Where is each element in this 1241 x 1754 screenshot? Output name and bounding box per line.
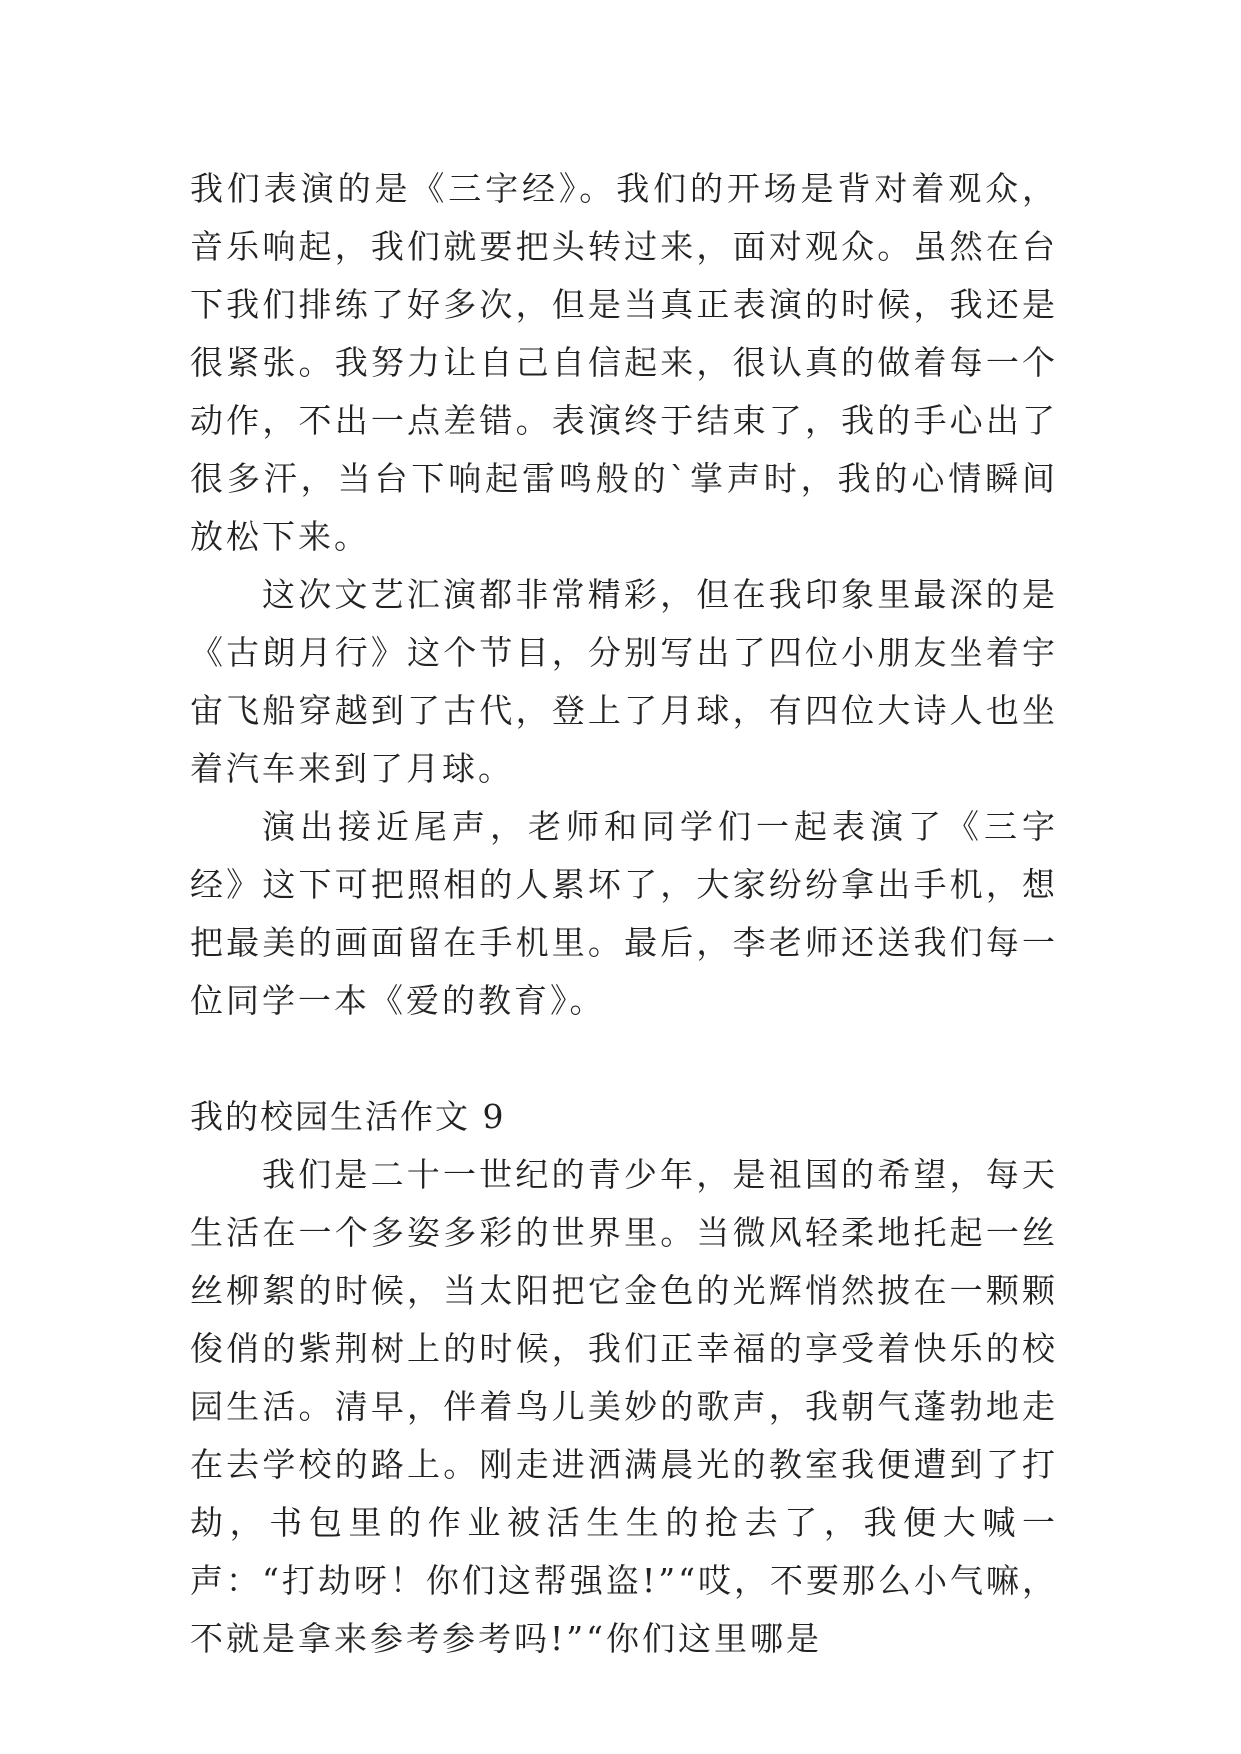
section-heading: 我的校园生活作文 9 xyxy=(190,1097,506,1136)
paragraph-performance: 我们表演的是《三字经》。我们的开场是背对着观众，音乐响起，我们就要把头转过来，面对观众。虽然在台下我们排练了好多次，但是当真正表演的时候，我还是很紧张。我努力让自己自信起来，很认真的做着每一个动作，不出一点差错。表演终于结束了，我的手心出了很多汗，当台下响起雷鸣般的`掌声时，我的心情瞬间放松下来。 xyxy=(190,169,1058,556)
document-page xyxy=(190,160,1058,1668)
paragraph-ending: 演出接近尾声，老师和同学们一起表演了《三字经》这下可把照相的人累坏了，大家纷纷拿出手机，想把最美的画面留在手机里。最后，李老师还送我们每一位同学一本《爱的教育》。 xyxy=(190,807,1058,1020)
paragraph-campus-life: 我们是二十一世纪的青少年，是祖国的希望，每天生活在一个多姿多彩的世界里。当微风轻柔地托起一丝丝柳絮的时候，当太阳把它金色的光辉悄然披在一颗颗俊俏的紫荆树上的时候，我们正幸福的享受着快乐的校园生活。清早，伴着鸟儿美妙的歌声，我朝气蓬勃地走在去学校的路上。刚走进洒满晨光的教室我便遭到了打劫，书包里的作业被活生生的抢去了，我便大喊一声：“打劫呀！你们这帮强盗!”“哎，不要那么小气嘛，不就是拿来参考参考吗!”“你们这里哪是 xyxy=(190,1155,1058,1658)
paragraph-impression: 这次文艺汇演都非常精彩，但在我印象里最深的是《古朗月行》这个节目，分别写出了四位小朋友坐着宇宙飞船穿越到了古代，登上了月球，有四位大诗人也坐着汽车来到了月球。 xyxy=(190,575,1058,788)
